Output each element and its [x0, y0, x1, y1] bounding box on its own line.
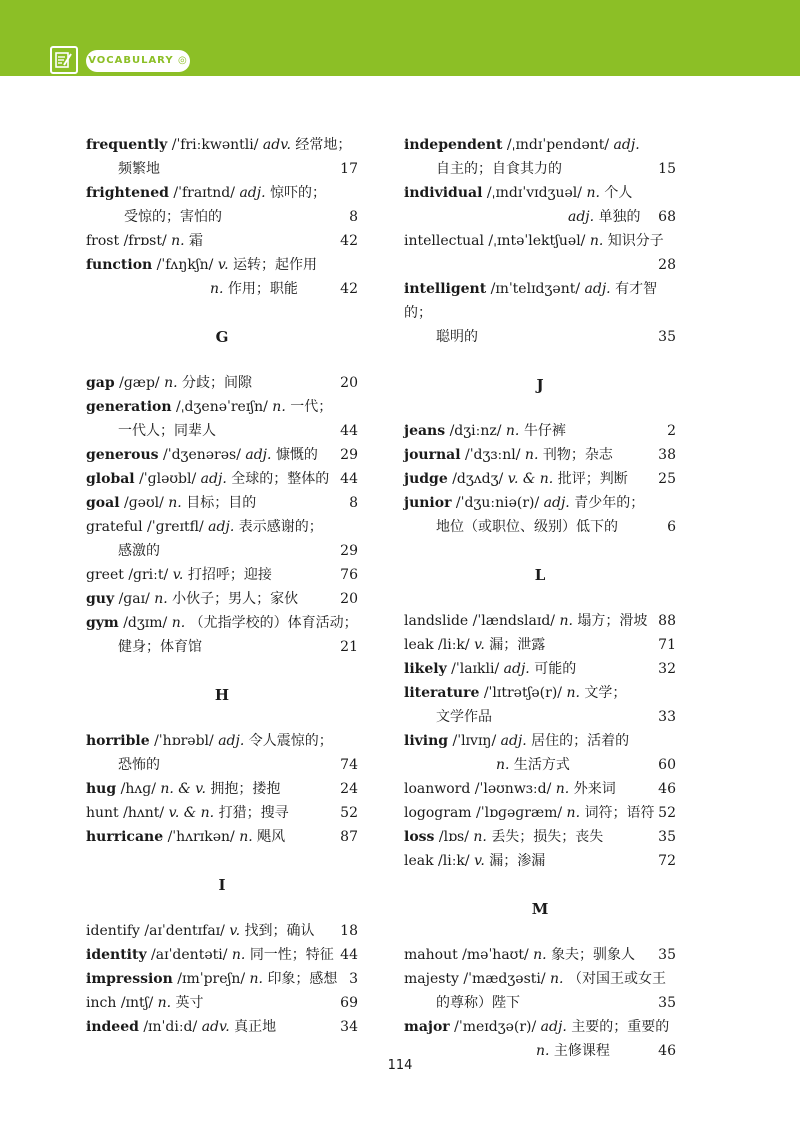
- page-ref: 74: [340, 757, 358, 773]
- vocab-entry: [86, 395, 358, 443]
- definition: 外来词: [573, 781, 616, 797]
- headword: likely: [404, 661, 447, 677]
- page-ref: 76: [340, 567, 358, 583]
- vocab-entry: [404, 277, 676, 349]
- part-of-speech: n.: [536, 1043, 550, 1059]
- page-ref: 44: [340, 471, 358, 487]
- definition: 批评；判断: [557, 471, 628, 487]
- definition: 惊吓的；: [270, 185, 326, 201]
- headword: indeed: [86, 1019, 139, 1035]
- definition: 漏；泄露: [489, 637, 546, 653]
- page-ref: 3: [349, 971, 358, 987]
- phonetic: /ˈfriːkwəntli/: [171, 137, 259, 153]
- part-of-speech: v. & n.: [168, 805, 215, 821]
- part-of-speech: v.: [229, 923, 241, 939]
- page-ref: 2: [667, 423, 676, 439]
- part-of-speech: adv.: [262, 137, 291, 153]
- definition-cont: 单独的: [598, 209, 641, 225]
- vocab-entry: [404, 133, 676, 181]
- section-heading-l: L: [534, 566, 546, 584]
- definition-cont: 频繁地: [118, 161, 160, 177]
- phonetic: /ˈlændslaɪd/: [472, 613, 556, 629]
- phonetic: /ɪnˈdiːd/: [143, 1019, 198, 1035]
- part-of-speech: n.: [505, 423, 520, 439]
- phonetic: /dʒʌdʒ/: [452, 471, 504, 487]
- page-ref: 52: [340, 805, 358, 821]
- definition: 飓风: [257, 829, 286, 845]
- definition: 可能的: [534, 661, 577, 677]
- headword: living: [404, 733, 449, 749]
- part-of-speech: n.: [566, 685, 580, 701]
- phonetic: /hʌɡ/: [120, 781, 156, 797]
- definition: 拥抱；搂抱: [210, 781, 281, 797]
- part-of-speech: adv.: [201, 1019, 230, 1035]
- part-of-speech: adj.: [200, 471, 227, 487]
- definition-cont: 地位（或职位、级别）低下的: [436, 519, 618, 535]
- phonetic: /hʌnt/: [123, 805, 165, 821]
- page-ref: 42: [340, 281, 358, 297]
- headword: judge: [404, 471, 448, 487]
- vocab-entry: [404, 443, 676, 467]
- part-of-speech: n.: [171, 615, 186, 631]
- definition: 找到；确认: [244, 923, 315, 939]
- phonetic: /ˈdʒenərəs/: [163, 447, 241, 463]
- page-ref: 29: [340, 447, 358, 463]
- headword: goal: [86, 495, 120, 511]
- phonetic: /frɒst/: [123, 233, 167, 249]
- part-of-speech: adj.: [208, 519, 235, 535]
- page-ref: 21: [340, 639, 358, 655]
- headword: major: [404, 1019, 450, 1035]
- phonetic: /ˌɪndɪˈvɪdʒuəl/: [486, 185, 582, 201]
- vocab-entry: [404, 967, 676, 1015]
- section-heading-i: I: [218, 876, 226, 894]
- phonetic: /ˈmædʒəsti/: [463, 971, 546, 987]
- part-of-speech: n.: [559, 613, 573, 629]
- headword: function: [86, 257, 153, 273]
- part-of-speech: n.: [555, 781, 570, 797]
- page-ref: 28: [658, 257, 676, 273]
- headword: grateful: [86, 519, 143, 535]
- page-ref: 33: [658, 709, 676, 725]
- notebook-pencil-icon: [50, 46, 78, 74]
- definition-cont: 生活方式: [513, 757, 570, 773]
- page-ref: 20: [340, 375, 358, 391]
- vocab-entry: [404, 633, 676, 657]
- definition: 打猎；搜寻: [218, 805, 289, 821]
- part-of-speech: n.: [586, 185, 600, 201]
- vocab-entry: [86, 991, 358, 1015]
- part-of-speech: n.: [249, 971, 263, 987]
- definition-cont: 感激的: [118, 543, 160, 559]
- phonetic: /məˈhaʊt/: [462, 947, 529, 963]
- part-of-speech: n.: [239, 829, 253, 845]
- headword: journal: [404, 447, 461, 463]
- vocab-entry: [404, 609, 676, 633]
- part-of-speech: n.: [154, 591, 168, 607]
- page-ref: 8: [349, 495, 358, 511]
- vocab-entry: [404, 467, 676, 491]
- headword: identify: [86, 923, 140, 939]
- vocab-entry: [86, 967, 358, 991]
- definition-cont: 恐怖的: [118, 757, 160, 773]
- definition: 居住的；活着的: [531, 733, 630, 749]
- part-of-speech: n.: [171, 233, 185, 249]
- phonetic: /dʒiːnz/: [449, 423, 502, 439]
- page-ref: 44: [340, 423, 358, 439]
- part-of-speech: v. & n.: [507, 471, 554, 487]
- phonetic: /ɡriːt/: [128, 567, 169, 583]
- page-number: 114: [387, 1058, 413, 1073]
- definition: （尤指学校的）体育活动；: [189, 615, 358, 631]
- vocab-entry: [86, 491, 358, 515]
- headword: identity: [86, 947, 147, 963]
- headword: jeans: [404, 423, 446, 439]
- definition: 知识分子: [607, 233, 664, 249]
- headword: global: [86, 471, 135, 487]
- part-of-speech: adj.: [613, 137, 640, 153]
- definition-cont: 作用；职能: [227, 281, 298, 297]
- part-of-speech: adj.: [540, 1019, 567, 1035]
- part-of-speech: n.: [589, 233, 604, 249]
- phonetic: /ˈlaɪkli/: [451, 661, 500, 677]
- definition: 令人震惊的；: [248, 733, 333, 749]
- part-of-speech: adj.: [503, 661, 530, 677]
- vocab-entry: [404, 1015, 676, 1063]
- phonetic: /ˈdʒuːniə(r)/: [455, 495, 540, 511]
- phonetic: /ˌɪndɪˈpendənt/: [506, 137, 610, 153]
- phonetic: /ˈɡləʊbl/: [139, 471, 197, 487]
- page-ref: 35: [658, 995, 676, 1011]
- part-of-speech: n.: [231, 947, 246, 963]
- part-of-speech: adj.: [218, 733, 245, 749]
- vocab-entry: [86, 371, 358, 395]
- phonetic: /ˈlɪtrətʃə(r)/: [483, 685, 563, 701]
- page-ref: 44: [340, 947, 358, 963]
- part-of-speech: v.: [474, 637, 485, 653]
- page-ref: 20: [340, 591, 358, 607]
- headword: literature: [404, 685, 480, 701]
- vocab-entry: [404, 229, 676, 277]
- headword: intelligent: [404, 281, 487, 297]
- part-of-speech: n.: [164, 375, 178, 391]
- definition: 文学；: [584, 685, 627, 701]
- definition: 全球的；整体的: [231, 471, 330, 487]
- definition: 丢失；损失；丧失: [491, 829, 604, 845]
- definition: 有才智的；: [404, 281, 658, 321]
- page-ref: 88: [658, 613, 676, 629]
- vocab-entry: [404, 181, 676, 229]
- headword: leak: [404, 637, 434, 653]
- phonetic: /lɒs/: [438, 829, 469, 845]
- part-of-speech: adj.: [500, 733, 527, 749]
- page-ref: 24: [340, 781, 358, 797]
- headword: generous: [86, 447, 159, 463]
- definition: 真正地: [234, 1019, 277, 1035]
- vocab-entry: [86, 467, 358, 491]
- page-ref: 42: [340, 233, 358, 249]
- phonetic: /aɪˈdentəti/: [151, 947, 228, 963]
- page-ref: 69: [340, 995, 358, 1011]
- headword: junior: [404, 495, 452, 511]
- headword: landslide: [404, 613, 469, 629]
- phonetic: /ˈfʌŋkʃn/: [156, 257, 214, 273]
- page-ref: 6: [667, 519, 676, 535]
- page-ref: 87: [340, 829, 358, 845]
- headword: frost: [86, 233, 120, 249]
- vocab-entry: [86, 443, 358, 467]
- vocab-entry: [86, 515, 358, 563]
- definition: 霜: [189, 233, 204, 249]
- vocab-entry: [86, 801, 358, 825]
- definition: 塌方；滑坡: [577, 613, 648, 629]
- headword: hunt: [86, 805, 119, 821]
- phonetic: /aɪˈdentɪfaɪ/: [144, 923, 225, 939]
- headword: majesty: [404, 971, 459, 987]
- definition: 慷慨的: [275, 447, 318, 463]
- phonetic: /ˌdʒenəˈreɪʃn/: [175, 399, 268, 415]
- page-ref: 34: [340, 1019, 358, 1035]
- headword: leak: [404, 853, 434, 869]
- phonetic: /ˈlɪvɪŋ/: [452, 733, 497, 749]
- phonetic: /ɪnˈtelɪdʒənt/: [490, 281, 581, 297]
- part-of-speech: n.: [566, 805, 581, 821]
- vocab-entry: [86, 181, 358, 229]
- page-ref: 71: [658, 637, 676, 653]
- definition-cont: 的尊称）陛下: [436, 995, 520, 1011]
- part-of-speech: adj.: [568, 209, 595, 225]
- headword: greet: [86, 567, 124, 583]
- headword: hug: [86, 781, 117, 797]
- vocab-entry: [404, 801, 676, 825]
- headword: horrible: [86, 733, 150, 749]
- headword: loss: [404, 829, 435, 845]
- phonetic: /ˈhʌrɪkən/: [167, 829, 235, 845]
- headword: guy: [86, 591, 115, 607]
- vocab-entry: [86, 943, 358, 967]
- vocab-entry: [404, 943, 676, 967]
- headword: frequently: [86, 137, 168, 153]
- phonetic: /ɡæp/: [119, 375, 160, 391]
- part-of-speech: n.: [473, 829, 487, 845]
- headword: inch: [86, 995, 117, 1011]
- page-ref: 38: [658, 447, 676, 463]
- definition: 同一性；特征: [249, 947, 334, 963]
- page-ref: 35: [658, 329, 676, 345]
- definition: 运转；起作用: [232, 257, 317, 273]
- page-ref: 72: [658, 853, 676, 869]
- phonetic: /ˈɡreɪtfl/: [147, 519, 204, 535]
- definition: 词符；语符: [584, 805, 655, 821]
- vocab-entry: [86, 563, 358, 587]
- phonetic: /ˈdʒɜːnl/: [464, 447, 521, 463]
- headword: mahout: [404, 947, 458, 963]
- vocab-entry: [86, 253, 358, 301]
- headword: logogram: [404, 805, 472, 821]
- vocab-entry: [86, 825, 358, 849]
- phonetic: /ˈmeɪdʒə(r)/: [454, 1019, 537, 1035]
- page-ref: 46: [658, 1043, 676, 1059]
- vocab-entry: [404, 777, 676, 801]
- vocab-entry: [404, 491, 676, 539]
- phonetic: /ɡəʊl/: [123, 495, 164, 511]
- definition: 漏；渗漏: [489, 853, 546, 869]
- page-ref: 18: [340, 923, 358, 939]
- vocab-entry: [404, 681, 676, 729]
- definition-cont: 一代人；同辈人: [118, 423, 216, 439]
- part-of-speech: adj.: [543, 495, 570, 511]
- phonetic: /ˈlɒɡəɡræm/: [476, 805, 563, 821]
- vocabulary-label: VOCABULARY: [88, 55, 174, 66]
- vocab-entry: [404, 419, 676, 443]
- headword: frightened: [86, 185, 169, 201]
- vocab-entry: [404, 657, 676, 681]
- page-ref: 46: [658, 781, 676, 797]
- phonetic: /ˈhɒrəbl/: [154, 733, 214, 749]
- part-of-speech: n.: [272, 399, 286, 415]
- phonetic: /liːk/: [438, 637, 470, 653]
- headword: generation: [86, 399, 172, 415]
- part-of-speech: v.: [172, 567, 184, 583]
- page-ref: 35: [658, 829, 676, 845]
- definition: 刊物；杂志: [542, 447, 613, 463]
- headword: loanword: [404, 781, 471, 797]
- page-ref: 17: [340, 161, 358, 177]
- part-of-speech: n.: [533, 947, 547, 963]
- header-bar: [0, 0, 800, 76]
- definition: 目标；目的: [186, 495, 257, 511]
- definition-cont: 受惊的；害怕的: [124, 209, 222, 225]
- definition: 牛仔裤: [523, 423, 566, 439]
- definition: 象夫；驯象人: [551, 947, 636, 963]
- right-column: [404, 133, 676, 1063]
- page-ref: 8: [349, 209, 358, 225]
- phonetic: /dʒɪm/: [123, 615, 168, 631]
- phonetic: /ɪmˈpreʃn/: [177, 971, 246, 987]
- definition-cont: 主修课程: [553, 1043, 610, 1059]
- page-ref: 32: [658, 661, 676, 677]
- section-heading-j: J: [536, 376, 544, 394]
- definition-cont: 文学作品: [436, 709, 492, 725]
- part-of-speech: n. & v.: [160, 781, 206, 797]
- left-column: [86, 133, 358, 1039]
- part-of-speech: v.: [474, 853, 485, 869]
- headword: impression: [86, 971, 173, 987]
- headword: hurricane: [86, 829, 164, 845]
- definition: 经常地；: [295, 137, 352, 153]
- definition: 个人: [604, 185, 633, 201]
- headword: gym: [86, 615, 119, 631]
- vocab-entry: [86, 729, 358, 777]
- phonetic: /ˈləʊnwɜːd/: [474, 781, 552, 797]
- definition: 印象；感想: [267, 971, 338, 987]
- phonetic: /ˌɪntəˈlektʃuəl/: [488, 233, 586, 249]
- section-heading-g: G: [215, 328, 229, 346]
- part-of-speech: v.: [217, 257, 229, 273]
- definition: 青少年的；: [574, 495, 645, 511]
- page-ref: 60: [658, 757, 676, 773]
- definition: 表示感谢的；: [238, 519, 323, 535]
- page-ref: 25: [658, 471, 676, 487]
- part-of-speech: n.: [496, 757, 510, 773]
- definition: 分歧；间隙: [182, 375, 253, 391]
- page-ref: 29: [340, 543, 358, 559]
- vocab-entry: [86, 777, 358, 801]
- part-of-speech: n.: [168, 495, 182, 511]
- part-of-speech: n.: [550, 971, 564, 987]
- definition: 打招呼；迎接: [187, 567, 272, 583]
- vocab-entry: [86, 133, 358, 181]
- vocab-entry: [86, 229, 358, 253]
- part-of-speech: n.: [157, 995, 172, 1011]
- definition-cont: 聪明的: [436, 329, 478, 345]
- part-of-speech: n.: [524, 447, 539, 463]
- page-ref: 68: [658, 209, 676, 225]
- definition: 主要的；重要的: [571, 1019, 670, 1035]
- phonetic: /ˈfraɪtnd/: [173, 185, 235, 201]
- part-of-speech: adj.: [239, 185, 266, 201]
- vocab-entry: [404, 825, 676, 849]
- vocab-entry: [86, 919, 358, 943]
- vocab-entry: [86, 1015, 358, 1039]
- vocab-entry: [86, 611, 358, 659]
- definition: 小伙子；男人；家伙: [172, 591, 299, 607]
- definition-cont: 健身；体育馆: [118, 639, 202, 655]
- headword: gap: [86, 375, 115, 391]
- phonetic: /ɡaɪ/: [118, 591, 150, 607]
- phonetic: /ɪntʃ/: [120, 995, 154, 1011]
- definition: 一代；: [290, 399, 333, 415]
- definition: 英寸: [175, 995, 204, 1011]
- definition: （对国王或女王: [567, 971, 666, 987]
- page-ref: 15: [658, 161, 676, 177]
- headword: intellectual: [404, 233, 484, 249]
- headword: individual: [404, 185, 483, 201]
- section-heading-m: M: [531, 900, 549, 918]
- vocab-entry: [404, 849, 676, 873]
- vocab-entry: [86, 587, 358, 611]
- section-label: VOCABULARY ◎: [86, 50, 190, 72]
- part-of-speech: n.: [210, 281, 224, 297]
- definition: 自主的；自食其力的: [436, 161, 562, 177]
- headword: independent: [404, 137, 503, 153]
- part-of-speech: adj.: [245, 447, 272, 463]
- phonetic: /liːk/: [438, 853, 470, 869]
- vocab-entry: [404, 729, 676, 777]
- page-ref: 35: [658, 947, 676, 963]
- page-ref: 52: [658, 805, 676, 821]
- section-heading-h: H: [214, 686, 230, 704]
- part-of-speech: adj.: [584, 281, 611, 297]
